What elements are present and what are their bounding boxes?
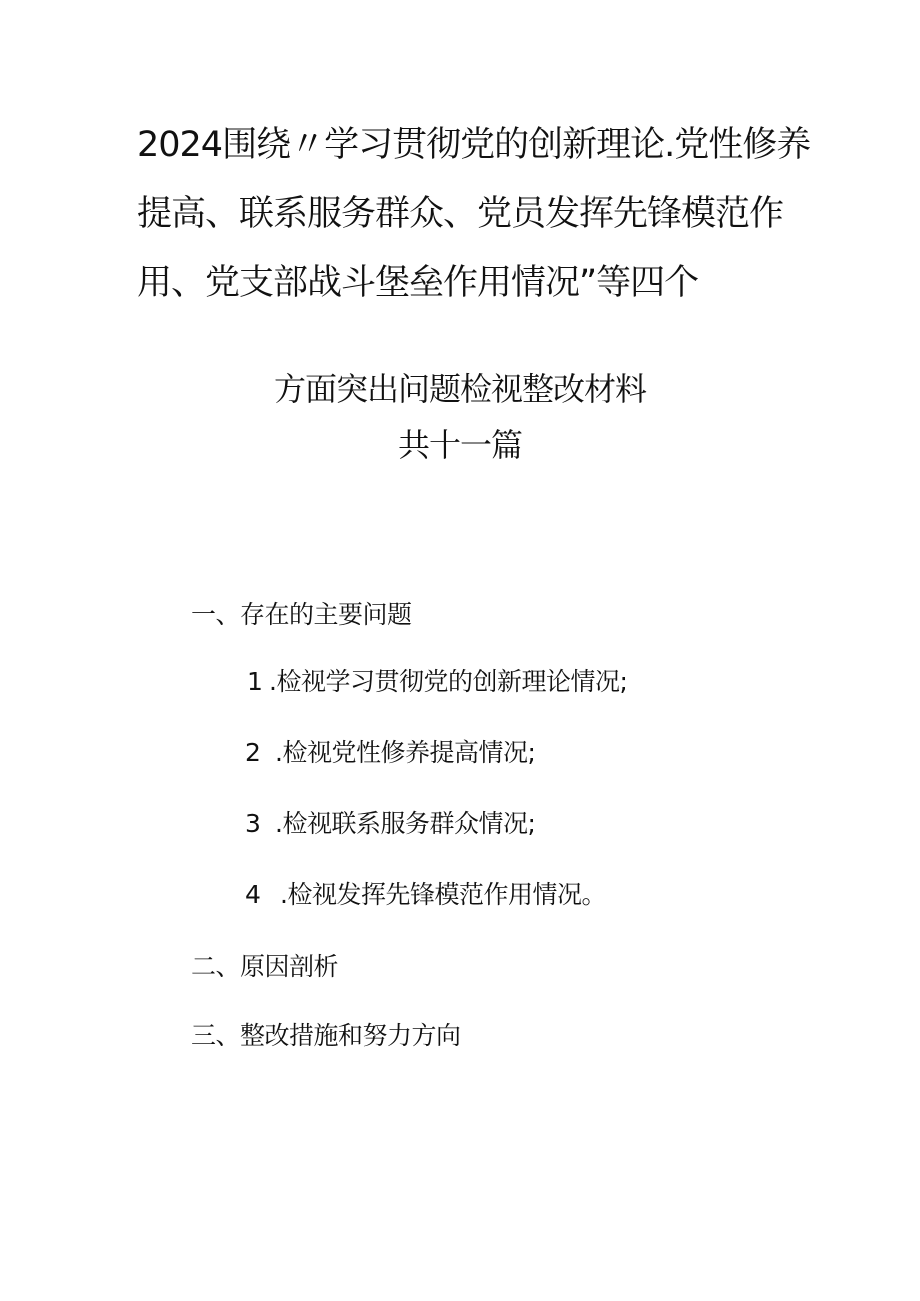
list-item-text: .检视发挥先锋模范作用情况。 (280, 880, 606, 909)
list-item-text: .检视学习贯彻党的创新理论情况; (269, 667, 628, 696)
section-heading-problems: 一、存在的主要问题 (191, 600, 412, 629)
subtitle-line: 方面突出问题检视整改材料 (273, 370, 646, 408)
title-line: 提高、联系服务群众、党员发挥先锋模范作 (137, 194, 784, 234)
list-item-number: 2 (245, 738, 261, 767)
list-item-text: .检视党性修养提高情况; (275, 738, 536, 767)
list-item (245, 881, 606, 909)
list-item-number: 3 (245, 809, 261, 838)
list-item (247, 668, 627, 696)
list-item (245, 810, 535, 838)
section-heading-measures: 三、整改措施和努力方向 (191, 1021, 461, 1050)
subtitle-count: 共十一篇 (397, 426, 522, 464)
list-item-number: 1 (247, 667, 263, 696)
list-item (245, 739, 535, 767)
title-line: 用、党支部战斗堡垒作用情况”等四个 (137, 263, 699, 303)
title-line: 2024围绕〃学习贯彻党的创新理论.党性修养 (137, 125, 811, 165)
document-title (137, 125, 811, 335)
section-heading-causes: 二、原因剖析 (191, 952, 339, 981)
list-item-number: 4 (245, 880, 261, 909)
list-item-text: .检视联系服务群众情况; (275, 809, 536, 838)
